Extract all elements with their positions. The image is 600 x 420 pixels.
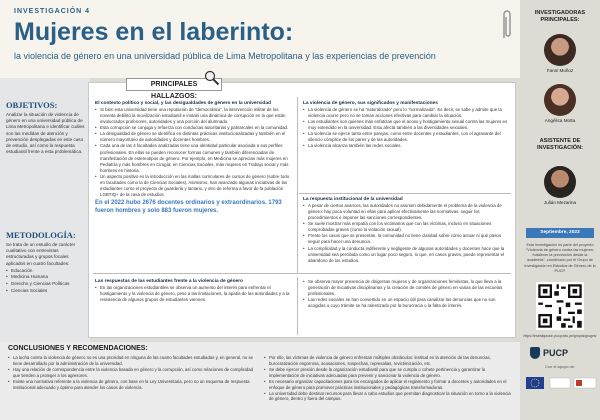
qr-code-icon[interactable] <box>536 282 584 330</box>
principal-investigators-title: INVESTIGADORAS PRINCIPALES: <box>534 10 586 23</box>
divider <box>299 193 511 194</box>
list-item: • Se suele mostrar más empatía con los victimarios que con las víctimas, incluso en situaciones comprobadas graves (como la violación sexual). <box>303 221 509 233</box>
researcher-1 <box>520 34 600 73</box>
list-item: • Esta corrupción se conjuga y refuerza con conductas autoritarias y patriarcales en la comunidad. <box>95 125 293 131</box>
pucp-logo <box>530 347 590 361</box>
header <box>0 0 520 78</box>
context-section <box>95 101 293 216</box>
researcher-3 <box>520 166 600 205</box>
assistant-title: ASISTENTE DE INVESTIGACIÓN: <box>537 138 583 151</box>
conclusions-title: CONCLUSIONES Y RECOMENDACIONES: <box>8 345 148 352</box>
left-column <box>0 78 90 342</box>
list-item: • Si bien esta universidad tiene una reputación de “democrática”, la intervención militar de los noventa debilitó la movilización estudiantil e instaló una dinámica de corrupción en la que están involucrados profesores, autoridades y una porción del alumnado. <box>95 107 293 125</box>
list-item: • Es necesario organizar capacitaciones para los encargados de aplicar el reglamento y formar a docentes y autoridades en el enfoque de género para promover prácticas institucionales y pedagógicas transformadoras. <box>264 379 514 391</box>
section-title: Las respuestas de las estudiantes frente a la violencia de género <box>95 279 243 284</box>
list-item: • Ciencias Sociales <box>6 288 86 295</box>
list-item: • Medicina Humana <box>6 274 86 281</box>
publication-date: Septiembre, 2023 <box>526 228 594 238</box>
conclusions-right <box>264 355 514 402</box>
list-item: • Se debe ejercer presión desde la organización estudiantil para que se cumpla o cohete pertinencia y garantizar la implementación de iniciativas adecuadas para prevenir y sancionar la violencia de género. <box>264 367 514 379</box>
funder-logos <box>524 374 598 392</box>
objectives-text: Analizar la situación de violencia de género en una universidad pública de Lima Metropolitana e identificar cuáles son las medidas de atención y prevención desplegadas en este caso de estudio, así como la respuesta estudiantil frente a esta problemática. <box>6 112 85 155</box>
page-subtitle: la violencia de género en una universidad pública de Lima Metropolitana y las experiencias de prevención <box>14 51 436 61</box>
list-item: • Frente los casos que se presentan, la comunidad no tiene claridad sobre cómo actuar ni qué pasos seguir para hacer una denuncia. <box>303 233 509 245</box>
magnifier-icon <box>204 70 220 86</box>
list-item: • Las redes sociales se han convertido en un espacio útil para canalizar las denuncias que no son acogidas o cuyo trámite se ha ralentizado por la burocracia o la falta de interés. <box>303 297 509 309</box>
list-item: • Por ello, las víctimas de violencia de género enfrentan múltiples obstáculos: lentitud en la atención de las denuncias, burocratización engorrosa, acusaciones, sospechas, represalias, revictimización, etc. <box>264 355 514 367</box>
list-item: • La desigualdad de género se identifica en distintas prácticas institucionalizadas y también en el número mayoritario de autoridades y docentes hombres. <box>95 131 293 143</box>
conclusions-section <box>0 342 520 420</box>
researcher-name: Angélica Motta <box>544 118 576 123</box>
right-column <box>520 0 600 420</box>
institutional-section <box>303 197 509 264</box>
list-item: • Educación <box>6 268 86 275</box>
methodology-block <box>6 230 86 294</box>
section-title: La violencia de género, sus significados y manifestaciones <box>303 101 438 106</box>
section-title: La respuesta institucional de la universidad <box>303 197 403 202</box>
conclusions-left <box>8 355 258 391</box>
list-item: • En las organizaciones estudiantiles se observa un aumento del interés para enfrentar el hostigamiento y la violencia de género, pese a las limitaciones, la apatía de las autoridades y a la resistencia de algunos grupos de estudiantes varones. <box>95 285 293 303</box>
violence-section <box>303 101 509 150</box>
paperclip-icon <box>500 8 514 42</box>
section-title: El contexto político y social, y las desigualdades de género en la universidad <box>95 101 271 106</box>
researcher-2 <box>520 84 600 123</box>
researcher-name: Fanni Muñoz <box>546 68 574 73</box>
methodology-text: Se trata de un estudio de carácter cualitativo con entrevistas estructuradas y grupos focales aplicados en cuatro facultades: <box>6 242 76 266</box>
statistic-highlight: En el 2022 hubo 2676 docentes ordinarios y extraordinarios. 1793 fueron hombres y solo 883 fueron mujeres. <box>95 200 282 214</box>
students-section <box>95 279 293 303</box>
objectives-block <box>6 100 86 155</box>
list-item: • Derecho y Ciencias Políticas <box>6 281 86 288</box>
list-item: • A pesar de ciertos avances, las autoridades no asumen debidamente el problema de la violencia de género: hay poca voluntad en ellas para aplicar efectivamente las normativas, seguir los procedimientos e imponer las sanciones correspondientes. <box>303 203 509 221</box>
findings-tag: PRINCIPALES HALLAZGOS: <box>126 78 222 91</box>
methodology-title: METODOLOGÍA: <box>6 230 76 240</box>
researcher-name: Julián Mezarina <box>543 200 577 205</box>
list-item: • La complicidad y la conducta indiferente y negligente de algunas autoridades y docentes hace que la universidad sea percibida como un lugar poco seguro, lo que, en casos graves, puede representar el abandono de los estudios. <box>303 246 509 264</box>
divider <box>297 97 298 273</box>
list-item: • La violencia se ejerce tanto entre parejas, como entre docentes y estudiantes, con el agravante del silencio cómplice de los pares y de las autoridades. <box>303 131 509 143</box>
project-note: Esta investigación es parte del proyecto “Violencia de género contra las mujeres: fortalecer la prevención desde la academia”, coordinado por el Grupo de Investigación en Estudios de Género de la PUCP. <box>524 243 596 273</box>
pucp-wordmark: PUCP <box>543 348 569 358</box>
funding-label: Con el apoyo de: <box>544 364 576 369</box>
list-item: • La violencia alcanza también las redes sociales. <box>303 143 509 149</box>
divider <box>93 273 511 274</box>
divider <box>297 277 298 335</box>
list-item: • Un aspecto positivo es la introducción en las mallas curriculares de cursos de género (sobre todo en facultades como la de Ciencias Sociales). Asimismo, han avanzado algunas iniciativas de las estudiantes como el proyecto de guardería y lactario, y otro de reforma a favor de la población LGBTIQ+ de la casa de estudios. <box>95 174 293 198</box>
page-title: Mujeres en el laberinto: <box>14 18 294 46</box>
objectives-title: OBJETIVOS: <box>6 100 58 110</box>
avatar <box>544 34 576 66</box>
header-kicker: INVESTIGACIÓN 4 <box>14 8 91 15</box>
avatar <box>544 84 576 116</box>
list-item: • Los estudiantes son quienes más enfatizan que el acoso y hostigamiento sexual contra las mujeres es muy extendido en la universidad. Esto afecta también a las diversidades sexuales. <box>303 119 509 131</box>
project-link[interactable]: https://investigacion.pucp.edu.pe/grupos/gruges/ <box>523 334 597 338</box>
faculty-list <box>6 268 86 295</box>
list-item: • La lucha contra la violencia de género no es una prioridad en ninguna de las cuatro facultades estudiadas y, en general, no se tiene desarrollado por la administración de la universidad. <box>8 355 258 367</box>
list-item: • La universidad debe destinar recursos para llevar a cabo estudios que permitan diagnosticar la situación en torno a la violencia de género, dentro y fuera del campus. <box>264 391 514 403</box>
students-section-cont <box>303 279 509 309</box>
list-item: • Hay una relación de correspondencia entre la violencia basada en género y la corrupción, así como relaciones de complicidad que tienden a proteger a los agresores. <box>8 367 258 379</box>
list-item: • Se observa mayor presencia de dirigentas mujeres y de organizaciones feministas, lo que lleva a la generación de iniciativas disciplinarias y la creación de comités de género en varias de las escuelas profesionales. <box>303 279 509 297</box>
list-item: • Existe una normativa referente a la violencia de género, con base en la Ley Universitaria, pero no un esquema de respuesta institucional adecuado y óptimo para atender los casos de violencia. <box>8 379 258 391</box>
avatar <box>544 166 576 198</box>
list-item: • Cada una de las 4 facultades analizadas tiene una identidad particular asociada a sus perfiles profesionales. En ellas se pueden reconocer formas comunes y también diferenciadas de manifestación de estereotipos de género. Por ejemplo, en Medicina se aprecian más mujeres en Pediatría y más hombres en Cirugía; en Ciencias Sociales, más mujeres en Trabajo social y más hombres en historia. <box>95 143 293 173</box>
list-item: • La violencia de género se ha “naturalizado” pero lo “normalizada”. Es decir, se sabe y admite que la violencia ocurre pero no se toman acciones efectivas para cambiar la situación. <box>303 107 509 119</box>
findings-card <box>88 82 516 338</box>
